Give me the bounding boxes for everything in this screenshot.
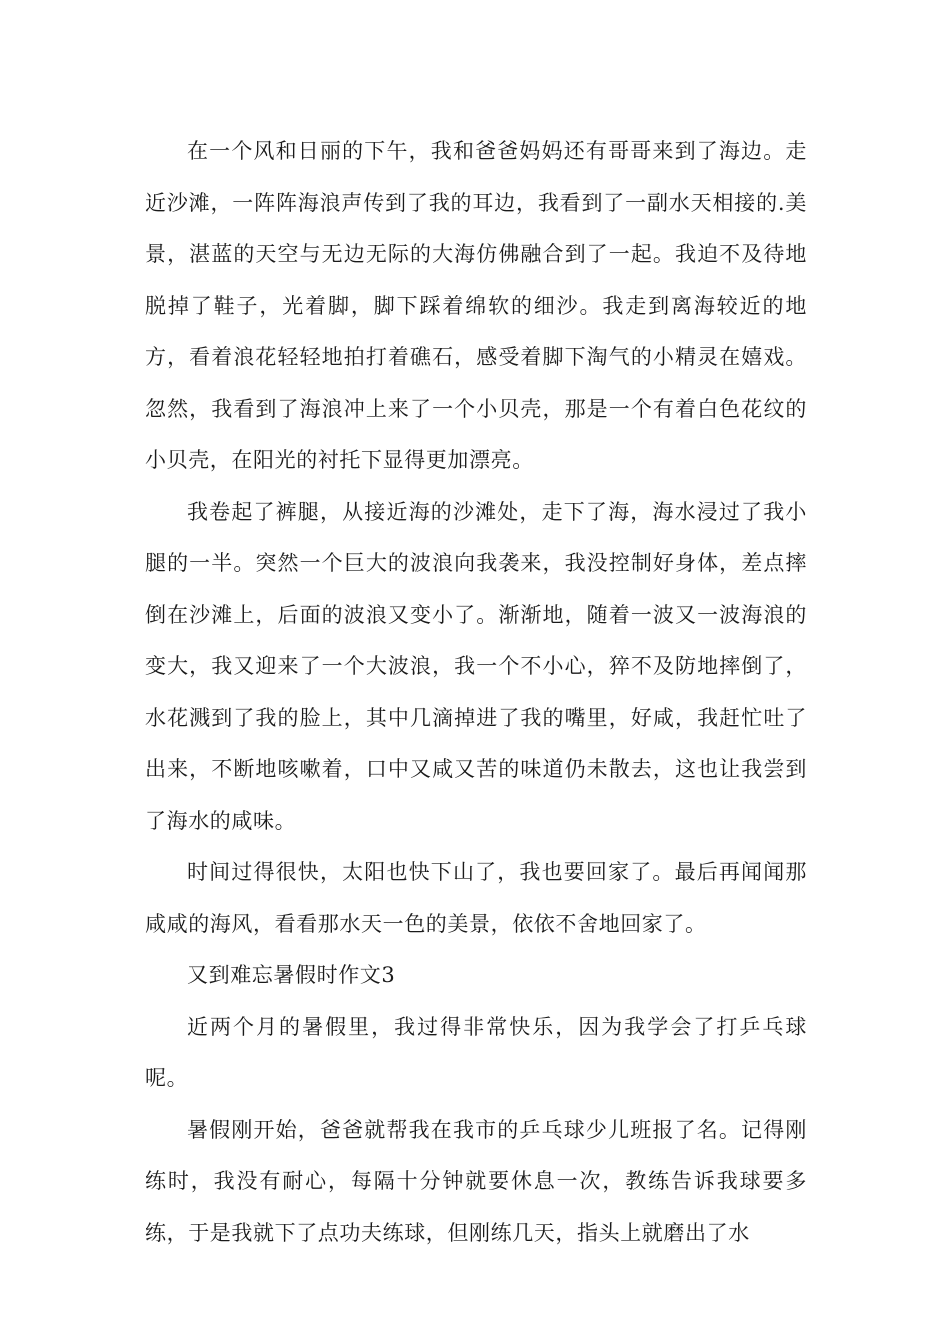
paragraph-table-tennis: 暑假刚开始，爸爸就帮我在我市的乒乓球少儿班报了名。记得刚练时，我没有耐心，每隔十分钟就要休息一次，教练告诉我球要多练，于是我就下了点功夫练球，但刚练几天，指头上就磨出了水 — [145, 1117, 807, 1245]
paragraph-beach-arrival: 在一个风和日丽的下午，我和爸爸妈妈还有哥哥来到了海边。走近沙滩，一阵阵海浪声传到了我的耳边，我看到了一副水天相接的.美景，湛蓝的天空与无边无际的大海仿佛融合到了一起。我迫不及待地脱掉了鞋子，光着脚，脚下踩着绵软的细沙。我走到离海较近的地方，看着浪花轻轻地拍打着礁石，感受着脚下淘气的小精灵在嬉戏。忽然，我看到了海浪冲上来了一个小贝壳，那是一个有着白色花纹的小贝壳，在阳光的衬托下显得更加漂亮。 — [145, 139, 807, 472]
paragraph-summer-intro: 近两个月的暑假里，我过得非常快乐，因为我学会了打乒乓球呢。 — [145, 1014, 807, 1090]
paragraph-waves: 我卷起了裤腿，从接近海的沙滩处，走下了海，海水浸过了我小腿的一半。突然一个巨大的波浪向我袭来，我没控制好身体，差点摔倒在沙滩上，后面的波浪又变小了。渐渐地，随着一波又一波海浪的变大，我又迎来了一个大波浪，我一个不小心，猝不及防地摔倒了，水花溅到了我的脸上，其中几滴掉进了我的嘴里，好咸，我赶忙吐了出来，不断地咳嗽着，口中又咸又苦的味道仍未散去，这也让我尝到了海水的咸味。 — [145, 499, 807, 833]
essay-title: 又到难忘暑假时作文3 — [187, 963, 396, 987]
paragraph-going-home: 时间过得很快，太阳也快下山了，我也要回家了。最后再闻闻那咸咸的海风，看看那水天一色的美景，依依不舍地回家了。 — [145, 860, 807, 936]
document-body — [145, 126, 807, 1259]
